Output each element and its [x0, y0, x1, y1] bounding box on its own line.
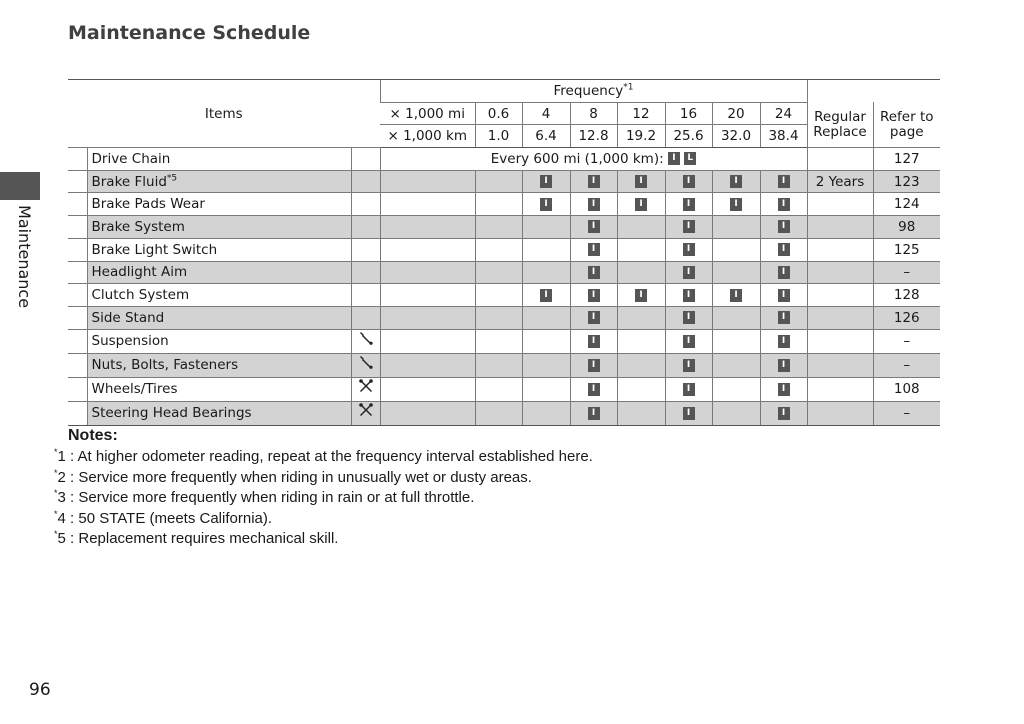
regular-replace-cell — [807, 353, 873, 377]
row-lead-cell — [68, 377, 87, 401]
inspect-symbol: I — [683, 243, 695, 256]
mi-value: 16 — [665, 102, 712, 125]
tool-cell — [351, 261, 380, 284]
schedule-cell — [712, 216, 760, 239]
wrench-icon — [358, 330, 374, 353]
table-row — [68, 193, 940, 216]
inspect-symbol: I — [683, 407, 695, 420]
regular-replace-cell — [807, 261, 873, 284]
inspect-symbol: I — [683, 220, 695, 233]
schedule-cell — [475, 353, 522, 377]
inspect-symbol: I — [635, 198, 647, 211]
item-name: Brake Light Switch — [87, 238, 351, 261]
row-lead-cell — [68, 238, 87, 261]
inspect-symbol: I — [683, 198, 695, 211]
inspect-symbol: I — [540, 198, 552, 211]
schedule-cell — [617, 284, 665, 307]
mi-value: 4 — [522, 102, 570, 125]
items-header: Items — [68, 80, 380, 148]
inspect-symbol: I — [668, 152, 680, 165]
inspect-symbol: I — [588, 175, 600, 188]
km-value: 6.4 — [522, 125, 570, 148]
schedule-cell — [380, 377, 475, 401]
schedule-cell — [760, 261, 807, 284]
schedule-cell — [760, 329, 807, 353]
inspect-symbol: I — [588, 220, 600, 233]
item-name: Brake Fluid$^{*5}$ — [87, 170, 351, 193]
refer-page-cell: – — [873, 261, 940, 284]
schedule-cell — [380, 329, 475, 353]
schedule-cell — [522, 377, 570, 401]
inspect-symbol: I — [588, 359, 600, 372]
tool-cell — [351, 148, 380, 171]
tool-cell — [351, 193, 380, 216]
inspect-symbol: I — [588, 311, 600, 324]
note-item: *5 : Replacement requires mechanical skill. — [54, 529, 339, 547]
schedule-cell — [712, 353, 760, 377]
schedule-cell — [617, 329, 665, 353]
schedule-cell — [522, 193, 570, 216]
schedule-cell — [665, 170, 712, 193]
schedule-cell — [712, 377, 760, 401]
inspect-symbol: I — [778, 407, 790, 420]
schedule-cell — [522, 329, 570, 353]
km-value: 1.0 — [475, 125, 522, 148]
refer-page-cell: – — [873, 353, 940, 377]
schedule-cell — [475, 170, 522, 193]
schedule-cell — [475, 306, 522, 329]
schedule-cell — [665, 306, 712, 329]
schedule-cell — [712, 306, 760, 329]
inspect-symbol: I — [778, 359, 790, 372]
tool-cell — [351, 238, 380, 261]
row-lead-cell — [68, 148, 87, 171]
schedule-cell — [570, 238, 617, 261]
schedule-cell — [760, 377, 807, 401]
tool-cell — [351, 284, 380, 307]
inspect-symbol: I — [588, 289, 600, 302]
regular-replace-cell — [807, 284, 873, 307]
schedule-cell — [522, 170, 570, 193]
table-row — [68, 329, 940, 353]
item-name: Brake Pads Wear — [87, 193, 351, 216]
table-row — [68, 170, 940, 193]
mi-unit-label: × 1,000 mi — [380, 102, 475, 125]
note-item: *3 : Service more frequently when riding in rain or at full throttle. — [54, 488, 475, 506]
schedule-cell — [665, 193, 712, 216]
schedule-cell — [617, 193, 665, 216]
regular-replace-cell — [807, 238, 873, 261]
table-row — [68, 306, 940, 329]
inspect-symbol: I — [683, 266, 695, 279]
schedule-cell — [665, 377, 712, 401]
schedule-cell — [475, 193, 522, 216]
row-lead-cell — [68, 329, 87, 353]
km-value: 32.0 — [712, 125, 760, 148]
schedule-cell — [475, 401, 522, 425]
schedule-cell — [665, 216, 712, 239]
schedule-cell — [475, 329, 522, 353]
header-row-frequency — [68, 80, 940, 103]
schedule-cell — [712, 284, 760, 307]
schedule-cell — [522, 216, 570, 239]
page-number: 96 — [29, 680, 51, 700]
inspect-symbol: I — [778, 198, 790, 211]
schedule-cell — [522, 261, 570, 284]
schedule-cell — [380, 353, 475, 377]
lubricate-symbol: L — [684, 152, 696, 165]
refer-page-cell: 128 — [873, 284, 940, 307]
km-value: 38.4 — [760, 125, 807, 148]
wrench-icon — [358, 354, 374, 377]
page-title: Maintenance Schedule — [68, 22, 311, 44]
schedule-cell — [522, 401, 570, 425]
schedule-cell — [570, 170, 617, 193]
inspect-symbol: I — [683, 359, 695, 372]
inspect-symbol: I — [540, 175, 552, 188]
schedule-cell — [617, 306, 665, 329]
inspect-symbol: I — [683, 311, 695, 324]
tool-cell — [351, 401, 380, 425]
refer-page-header: Refer to page — [873, 102, 940, 147]
schedule-cell — [522, 306, 570, 329]
row-lead-cell — [68, 401, 87, 425]
tool-cell — [351, 377, 380, 401]
schedule-cell — [475, 238, 522, 261]
schedule-cell — [760, 284, 807, 307]
schedule-cell — [712, 329, 760, 353]
inspect-symbol: I — [730, 289, 742, 302]
refer-page-cell: 108 — [873, 377, 940, 401]
schedule-cell — [570, 353, 617, 377]
schedule-cell — [665, 238, 712, 261]
schedule-cell — [617, 353, 665, 377]
refer-page-cell: 123 — [873, 170, 940, 193]
schedule-cell — [665, 329, 712, 353]
schedule-cell — [712, 401, 760, 425]
schedule-cell — [665, 353, 712, 377]
mi-value: 20 — [712, 102, 760, 125]
inspect-symbol: I — [730, 198, 742, 211]
schedule-cell — [522, 284, 570, 307]
regular-replace-cell — [807, 329, 873, 353]
section-side-label: Maintenance — [15, 205, 34, 309]
regular-replace-cell — [807, 193, 873, 216]
schedule-cell — [570, 193, 617, 216]
mi-value: 12 — [617, 102, 665, 125]
schedule-cell — [475, 261, 522, 284]
item-name: Wheels/Tires — [87, 377, 351, 401]
schedule-cell — [617, 401, 665, 425]
inspect-symbol: I — [635, 289, 647, 302]
schedule-cell — [380, 238, 475, 261]
schedule-cell — [380, 193, 475, 216]
schedule-cell — [665, 401, 712, 425]
inspect-symbol: I — [683, 383, 695, 396]
row-lead-cell — [68, 261, 87, 284]
schedule-cell — [760, 216, 807, 239]
regular-replace-header: Regular Replace — [807, 102, 873, 147]
km-unit-label: × 1,000 km — [380, 125, 475, 148]
refer-page-cell: 98 — [873, 216, 940, 239]
item-name: Brake System — [87, 216, 351, 239]
tool-cell — [351, 329, 380, 353]
row-lead-cell — [68, 353, 87, 377]
row-lead-cell — [68, 216, 87, 239]
schedule-cell — [522, 353, 570, 377]
km-value: 19.2 — [617, 125, 665, 148]
inspect-symbol: I — [778, 266, 790, 279]
schedule-cell — [570, 306, 617, 329]
refer-page-cell: – — [873, 401, 940, 425]
inspect-symbol: I — [540, 289, 552, 302]
schedule-cell — [475, 216, 522, 239]
tools-icon — [358, 402, 374, 425]
schedule-cell — [760, 170, 807, 193]
inspect-symbol: I — [730, 175, 742, 188]
notes-section — [54, 427, 607, 550]
section-tab-marker — [0, 172, 40, 200]
inspect-symbol: I — [588, 335, 600, 348]
note-item: *2 : Service more frequently when riding in unusually wet or dusty areas. — [54, 467, 532, 486]
km-value: 12.8 — [570, 125, 617, 148]
inspect-symbol: I — [635, 175, 647, 188]
mi-value: 0.6 — [475, 102, 522, 125]
schedule-cell — [380, 170, 475, 193]
schedule-cell — [760, 238, 807, 261]
inspect-symbol: I — [778, 175, 790, 188]
item-name: Headlight Aim — [87, 261, 351, 284]
inspect-symbol: I — [778, 289, 790, 302]
table-row — [68, 216, 940, 239]
notes-title: Notes: — [68, 427, 118, 444]
row-lead-cell — [68, 193, 87, 216]
row-lead-cell — [68, 170, 87, 193]
item-name: Steering Head Bearings — [87, 401, 351, 425]
drive-chain-interval: Every 600 mi (1,000 km): I L — [380, 148, 807, 171]
schedule-cell — [712, 238, 760, 261]
note-item: *1 : At higher odometer reading, repeat at the frequency interval established here. — [54, 447, 593, 465]
schedule-cell — [475, 377, 522, 401]
regular-replace-cell — [807, 401, 873, 425]
table-row — [68, 401, 940, 425]
note-item: *4 : 50 STATE (meets California). — [54, 508, 273, 527]
refer-page-cell: – — [873, 329, 940, 353]
inspect-symbol: I — [588, 198, 600, 211]
maintenance-schedule-table — [68, 79, 940, 426]
table-row — [68, 377, 940, 401]
inspect-symbol: I — [778, 335, 790, 348]
item-name: Nuts, Bolts, Fasteners — [87, 353, 351, 377]
schedule-cell — [760, 306, 807, 329]
schedule-cell — [617, 377, 665, 401]
schedule-cell — [570, 401, 617, 425]
inspect-symbol: I — [778, 243, 790, 256]
tool-cell — [351, 353, 380, 377]
item-name: Drive Chain — [87, 148, 351, 171]
km-value: 25.6 — [665, 125, 712, 148]
schedule-cell — [760, 193, 807, 216]
schedule-cell — [380, 261, 475, 284]
inspect-symbol: I — [778, 383, 790, 396]
table-row — [68, 238, 940, 261]
schedule-cell — [665, 261, 712, 284]
schedule-cell — [380, 306, 475, 329]
schedule-cell — [380, 216, 475, 239]
inspect-symbol: I — [588, 266, 600, 279]
row-lead-cell — [68, 284, 87, 307]
inspect-symbol: I — [778, 311, 790, 324]
schedule-cell — [475, 284, 522, 307]
mi-value: 24 — [760, 102, 807, 125]
regular-replace-cell: 2 Years — [807, 170, 873, 193]
tool-cell — [351, 216, 380, 239]
regular-replace-cell — [807, 148, 873, 171]
schedule-cell — [712, 261, 760, 284]
refer-page-cell: 124 — [873, 193, 940, 216]
table-row — [68, 284, 940, 307]
regular-replace-cell — [807, 306, 873, 329]
refer-page-cell: 125 — [873, 238, 940, 261]
table-row — [68, 261, 940, 284]
item-name: Side Stand — [87, 306, 351, 329]
inspect-symbol: I — [683, 175, 695, 188]
schedule-cell — [712, 193, 760, 216]
schedule-cell — [712, 170, 760, 193]
regular-replace-cell — [807, 216, 873, 239]
schedule-cell — [380, 284, 475, 307]
item-name: Suspension — [87, 329, 351, 353]
refer-page-cell: 127 — [873, 148, 940, 171]
schedule-cell — [665, 284, 712, 307]
schedule-cell — [617, 170, 665, 193]
schedule-cell — [570, 329, 617, 353]
mi-value: 8 — [570, 102, 617, 125]
tool-cell — [351, 170, 380, 193]
tool-cell — [351, 306, 380, 329]
frequency-header: Frequency$^{*1}$ — [380, 80, 807, 103]
schedule-cell — [760, 353, 807, 377]
schedule-cell — [570, 261, 617, 284]
inspect-symbol: I — [588, 383, 600, 396]
schedule-cell — [570, 377, 617, 401]
refer-page-cell: 126 — [873, 306, 940, 329]
inspect-symbol: I — [588, 243, 600, 256]
tools-icon — [358, 378, 374, 401]
inspect-symbol: I — [683, 289, 695, 302]
inspect-symbol: I — [588, 407, 600, 420]
row-lead-cell — [68, 306, 87, 329]
schedule-cell — [617, 238, 665, 261]
table-row — [68, 148, 940, 171]
schedule-cell — [760, 401, 807, 425]
schedule-cell — [617, 216, 665, 239]
item-name: Clutch System — [87, 284, 351, 307]
table-row — [68, 353, 940, 377]
schedule-cell — [570, 216, 617, 239]
regular-replace-cell — [807, 377, 873, 401]
schedule-cell — [522, 238, 570, 261]
inspect-symbol: I — [683, 335, 695, 348]
inspect-symbol: I — [778, 220, 790, 233]
schedule-cell — [617, 261, 665, 284]
schedule-cell — [380, 401, 475, 425]
schedule-cell — [570, 284, 617, 307]
